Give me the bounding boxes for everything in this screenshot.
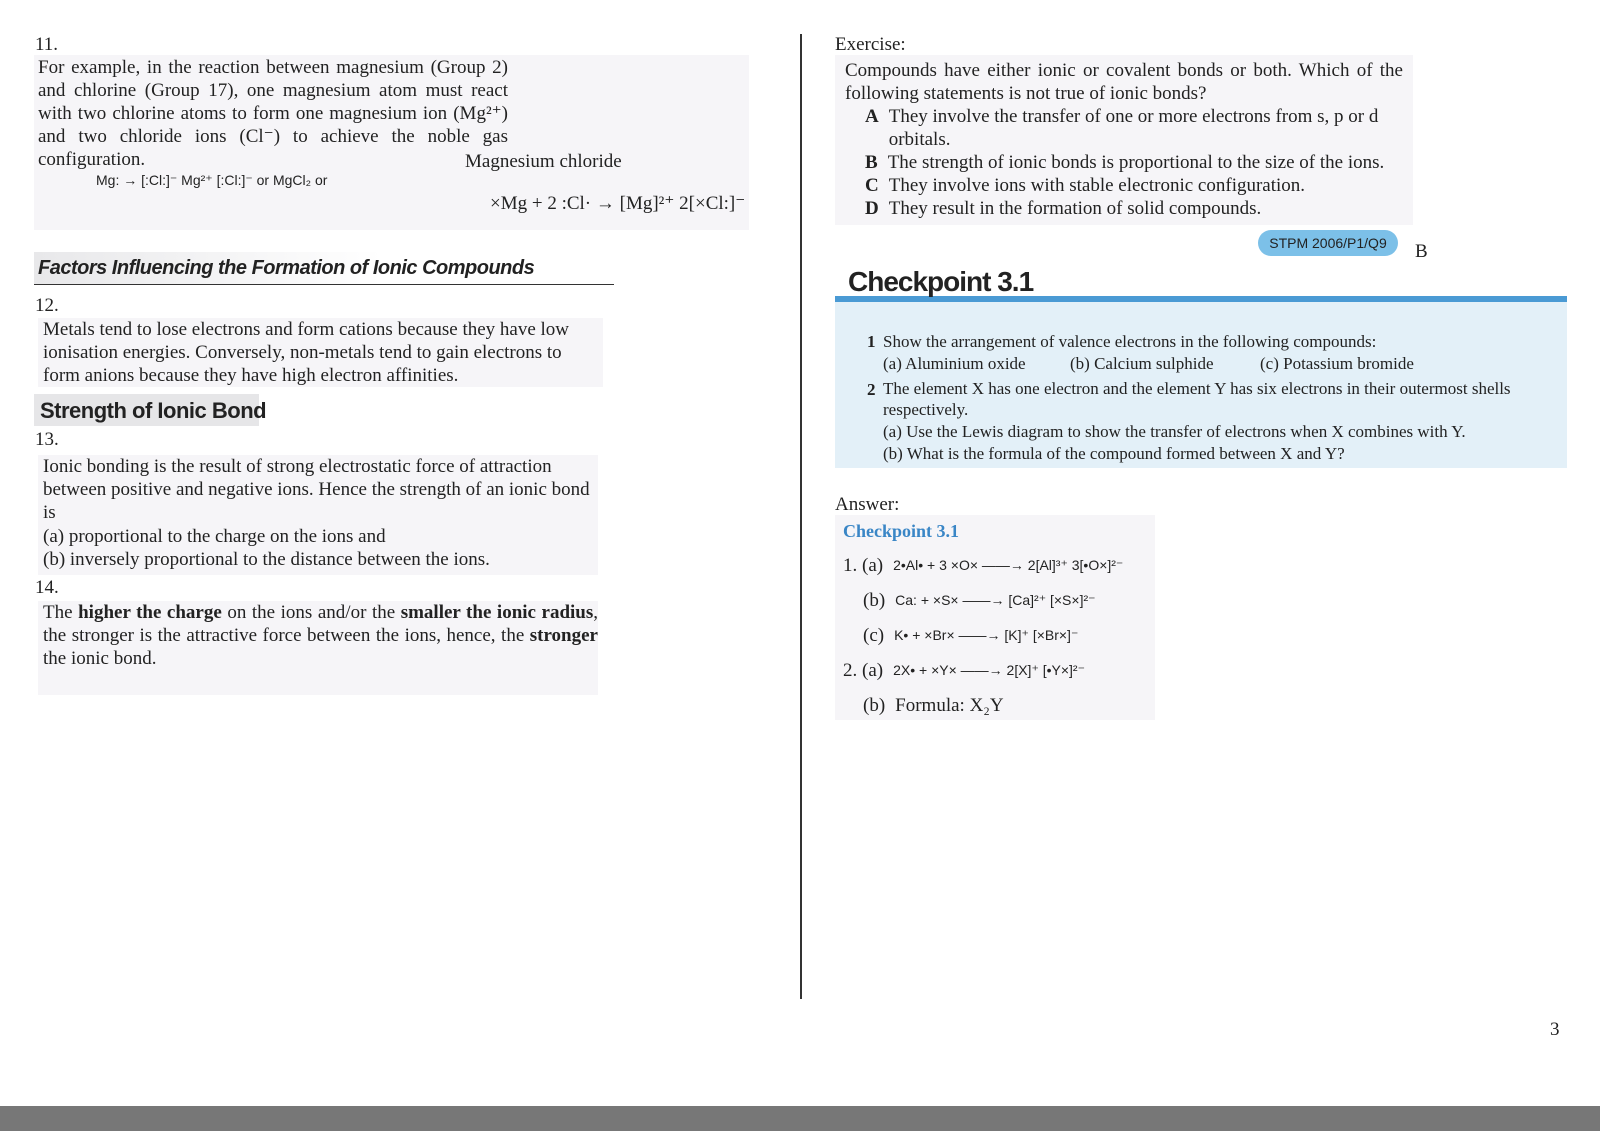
answer-option (865, 197, 1393, 220)
list-item: (b) inversely proportional to the distance between the ions. (43, 549, 490, 570)
answer-label: (b) (863, 695, 886, 716)
paragraph: The higher the charge on the ions and/or the smaller the ionic radius, the stronger is the attractive force between the ions, hence, the stronger the ionic bond. (38, 601, 598, 695)
column-divider (800, 34, 802, 999)
subitem: (b) Calcium sulphide (1070, 354, 1214, 373)
option-letter: D (865, 198, 879, 219)
answer-option (865, 105, 1393, 151)
answer-equation: K• + ×Br× ——→ [K]⁺ [×Br×]⁻ (894, 627, 1079, 643)
exercise-block (835, 55, 1413, 225)
answer-label: Answer: (835, 494, 900, 515)
answer-line (835, 653, 1155, 688)
item-number: 14. (35, 577, 59, 598)
exercise-label: Exercise: (835, 34, 906, 55)
subitem: (c) Potassium bromide (1260, 354, 1414, 373)
question-number: 1 (867, 332, 876, 351)
bottom-bar (0, 1106, 1600, 1131)
answer-equation: Formula: X₂Y (895, 695, 1004, 716)
option-text: They involve the transfer of one or more electrons from s, p or d orbitals. (888, 106, 1379, 150)
answer-line (835, 583, 1155, 618)
answer-label: 1. (a) (843, 555, 884, 576)
answer-letter: B (1415, 241, 1428, 262)
page-number: 3 (1550, 1019, 1560, 1040)
subitem: (a) Use the Lewis diagram to show the transfer of electrons when X combines with Y. (883, 422, 1466, 441)
answer-equation: 2X• + ×Y× ——→ 2[X]⁺ [•Y×]²⁻ (893, 662, 1085, 678)
answer-line (835, 548, 1155, 583)
option-letter: A (865, 106, 879, 127)
question-number: 2 (867, 380, 876, 399)
paragraph-block (38, 455, 598, 575)
paragraph: Ionic bonding is the result of strong electrostatic force of attraction between positive and negative ions. Hence the strength of an ionic bond is (43, 456, 590, 523)
subitem: (a) Aluminium oxide (883, 354, 1026, 373)
answer-title: Checkpoint 3.1 (843, 521, 960, 541)
answer-equation: Ca: + ×S× ——→ [Ca]²⁺ [×S×]²⁻ (895, 592, 1096, 608)
answer-option (865, 174, 1393, 197)
question-text: The element X has one electron and the element Y has six electrons in their outermost shells respectively. (883, 379, 1511, 419)
item-number: 12. (35, 295, 59, 316)
answer-line (835, 688, 1155, 723)
answer-label: (c) (863, 625, 885, 646)
option-text: They involve ions with stable electronic configuration. (888, 175, 1306, 196)
list-item: (a) proportional to the charge on the ions and (43, 526, 386, 547)
option-letter: C (865, 175, 879, 196)
option-letter: B (865, 152, 878, 173)
paragraph: Metals tend to lose electrons and form cations because they have low ionisation energies. Conversely, non-metals tend to gain electrons to form anions because they have high electron affinities. (38, 318, 603, 387)
option-text: They result in the formation of solid compounds. (888, 198, 1262, 219)
checkpoint-title: Checkpoint 3.1 (848, 266, 1034, 297)
answer-label: (b) (863, 590, 886, 611)
checkpoint-block (835, 302, 1567, 468)
lewis-equation: ×Mg + 2 :Cl· → [Mg]²⁺ 2[×Cl:]⁻ (490, 193, 746, 214)
paragraph: For example, in the reaction between magnesium (Group 2) and chlorine (Group 17), one magnesium atom must react with two chlorine atoms to form one magnesium ion (Mg²⁺) and two chloride ions (Cl⁻) to achieve the noble gas configuration. (38, 57, 508, 170)
subitem: (b) What is the formula of the compound formed between X and Y? (883, 444, 1345, 463)
answer-label: 2. (a) (843, 660, 884, 681)
item-number: 13. (35, 429, 59, 450)
section-heading: Strength of Ionic Bond (40, 398, 267, 423)
question: Compounds have either ionic or covalent bonds or both. Which of the following statements is not true of ionic bonds? (845, 60, 1403, 104)
answer-equation: 2•Al• + 3 ×O× ——→ 2[Al]³⁺ 3[•O×]²⁻ (893, 557, 1124, 573)
section-heading: Factors Influencing the Formation of Ionic Compounds (38, 257, 535, 279)
lewis-diagram-mgcl2: Mg: → [:Cl:]⁻ Mg²⁺ [:Cl:]⁻ or MgCl₂ or (96, 172, 328, 188)
item-number: 11. (35, 34, 59, 55)
option-text: The strength of ionic bonds is proportional to the size of the ions. (887, 152, 1385, 173)
answer-option (865, 151, 1393, 174)
answer-block (835, 515, 1155, 720)
source-badge: STPM 2006/P1/Q9 (1258, 230, 1398, 256)
answer-line (835, 618, 1155, 653)
diagram-label: Magnesium chloride (465, 151, 622, 172)
question-text: Show the arrangement of valence electrons in the following compounds: (883, 332, 1377, 351)
